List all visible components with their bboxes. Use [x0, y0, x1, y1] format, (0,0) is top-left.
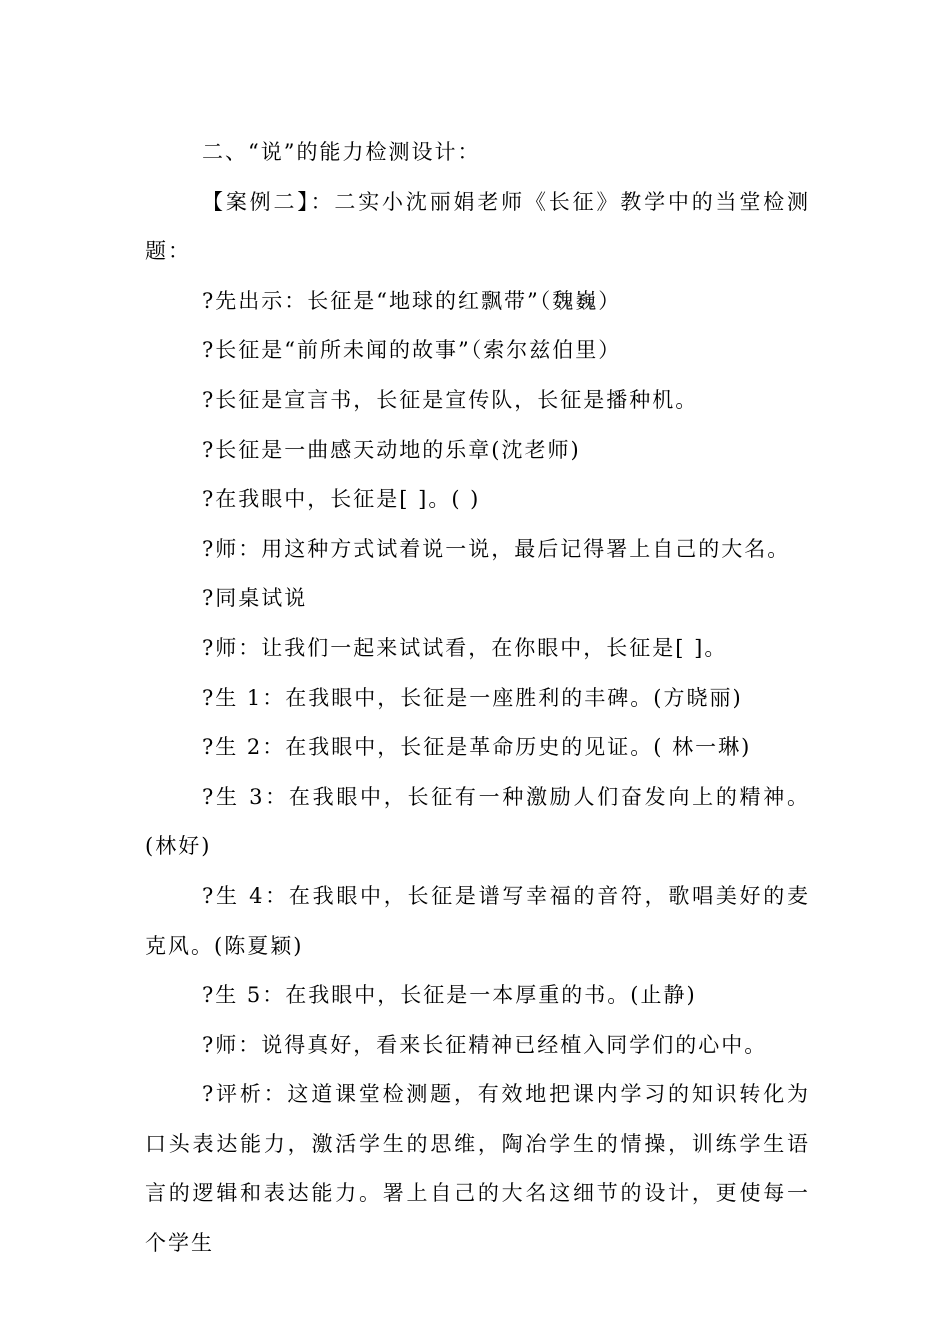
analysis-paragraph: ?评析：这道课堂检测题，有效地把课内学习的知识转化为口头表达能力，激活学生的思维，陶冶学生的情操，训练学生语言的逻辑和表达能力。署上自己的大名这细节的设计，更使每一个学生: [145, 1082, 810, 1256]
paragraph: ?生 1：在我眼中，长征是一座胜利的丰碑。(方晓丽): [202, 685, 743, 710]
paragraph: ?长征是一曲感天动地的乐章(沈老师): [202, 437, 581, 462]
paragraph: ?生 2：在我眼中，长征是革命历史的见证。( 林一琳): [202, 735, 752, 760]
paragraph: ?师：说得真好，看来长征精神已经植入同学们的心中。: [202, 1032, 768, 1057]
paragraph: ?生 5：在我眼中，长征是一本厚重的书。(止静): [202, 983, 697, 1008]
section-heading: 二、“说”的能力检测设计：: [202, 140, 481, 164]
paragraph: ?长征是宣言书，长征是宣传队，长征是播种机。: [202, 387, 699, 412]
paragraph: ?长征是“前所未闻的故事”（索尔兹伯里）: [202, 338, 622, 363]
paragraph: ?师：用这种方式试着说一说，最后记得署上自己的大名。: [202, 536, 791, 561]
case-title: 【案例二】：二实小沈丽娟老师《长征》教学中的当堂检测题：: [145, 189, 810, 264]
paragraph: ?生 3：在我眼中，长征有一种激励人们奋发向上的精神。(林好): [145, 784, 810, 859]
document-page: [145, 128, 810, 1269]
paragraph: ?同桌试说: [202, 586, 308, 611]
paragraph: ?生 4：在我眼中，长征是谱写幸福的音符，歌唱美好的麦克风。(陈夏颖): [145, 883, 810, 958]
paragraph: ?在我眼中，长征是[ ]。( ): [202, 487, 481, 512]
paragraph: ?先出示：长征是“地球的红飘带”（魏巍）: [202, 288, 622, 313]
paragraph: ?师：让我们一起来试试看，在你眼中，长征是[ ]。: [202, 635, 728, 660]
